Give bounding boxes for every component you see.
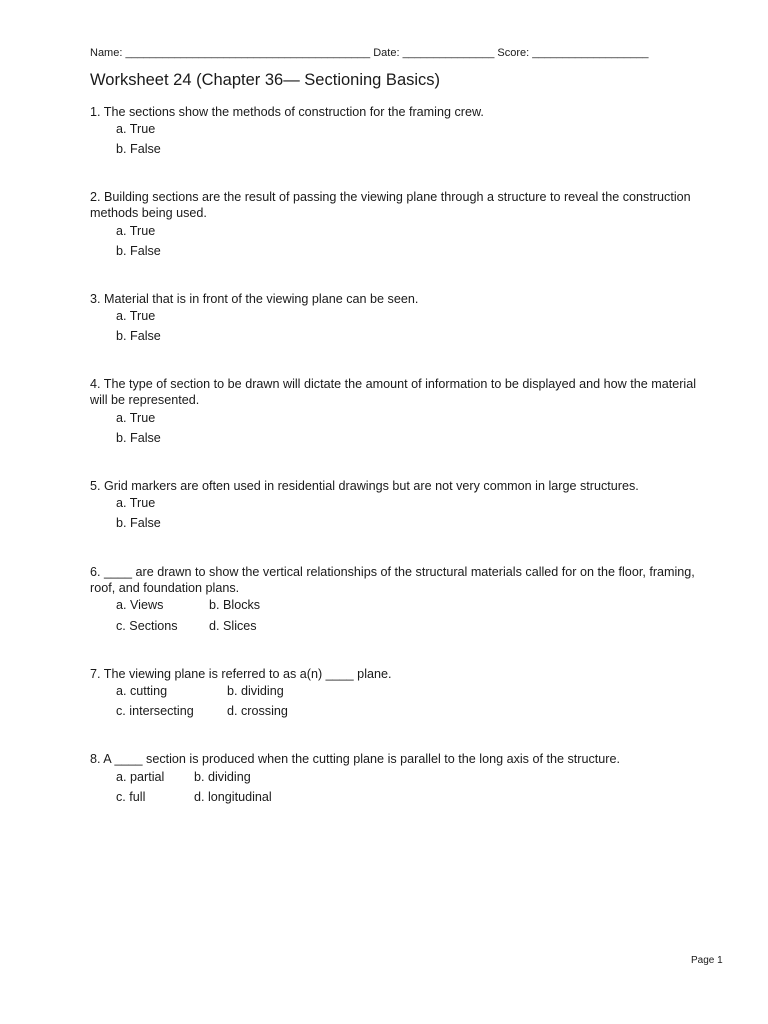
question-stem: 4. The type of section to be drawn will dictate the amount of information to be displayed and how the material will be represented. [90, 377, 697, 407]
option-b: b. dividing [227, 684, 284, 698]
question-stem: 5. Grid markers are often used in residential drawings but are not very common in large structures. [90, 479, 639, 493]
option-a: a. cutting [116, 684, 168, 698]
option-c: c. intersecting [116, 704, 194, 718]
option-a: a. True [116, 411, 156, 425]
option-a: a. True [116, 496, 156, 510]
question-6 [90, 564, 715, 596]
option-c: c. full [116, 790, 146, 804]
option-b: b. False [116, 244, 161, 258]
question-stem: 3. Material that is in front of the viewing plane can be seen. [90, 292, 419, 306]
question-2 [90, 189, 715, 221]
question-stem: 8. A ____ section is produced when the cutting plane is parallel to the long axis of the structure. [90, 752, 620, 766]
question-stem: 2. Building sections are the result of passing the viewing plane through a structure to reveal the construction methods being used. [90, 190, 691, 220]
option-b: b. False [116, 431, 161, 445]
page-number: Page 1 [691, 955, 723, 966]
question-4 [90, 376, 715, 408]
option-c: c. Sections [116, 619, 178, 633]
option-a: a. True [116, 309, 156, 323]
option-a: a. partial [116, 770, 165, 784]
option-a: a. True [116, 122, 156, 136]
option-d: d. Slices [209, 619, 257, 633]
question-5 [90, 478, 715, 494]
option-d: d. longitudinal [194, 790, 272, 804]
question-1 [90, 104, 715, 120]
question-stem: 7. The viewing plane is referred to as a(n) ____ plane. [90, 667, 392, 681]
option-b: b. False [116, 516, 161, 530]
question-3 [90, 291, 715, 307]
question-7 [90, 666, 715, 682]
option-b: b. Blocks [209, 598, 261, 612]
option-d: d. crossing [227, 704, 288, 718]
worksheet-title: Worksheet 24 (Chapter 36— Sectioning Basics) [90, 71, 441, 89]
name-date-score-line: Name: ________________________________________ Date: _______________ Score: ___________________ [90, 47, 649, 59]
option-a: a. Views [116, 598, 164, 612]
option-b: b. dividing [194, 770, 251, 784]
option-a: a. True [116, 224, 156, 238]
question-stem: 1. The sections show the methods of construction for the framing crew. [90, 105, 484, 119]
question-8 [90, 751, 715, 767]
option-b: b. False [116, 142, 161, 156]
option-b: b. False [116, 329, 161, 343]
question-stem: 6. ____ are drawn to show the vertical relationships of the structural materials called for on the floor, framing, roof, and foundation plans. [90, 565, 695, 595]
